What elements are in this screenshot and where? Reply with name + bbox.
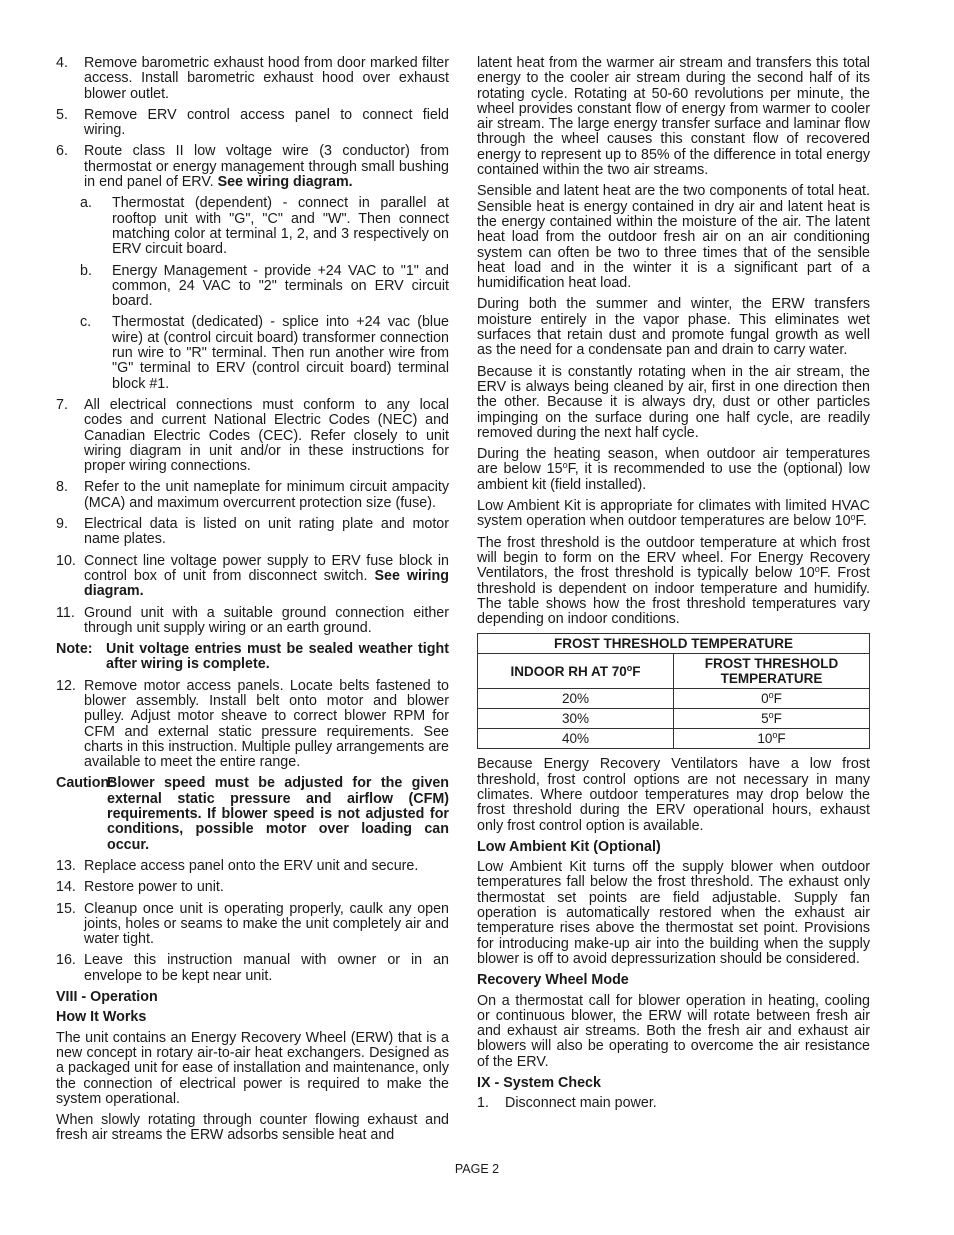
sub-list-item: b. Energy Management - provide +24 VAC to "1" and common, 24 VAC to "2" terminals on ERV circuit board.: [80, 262, 449, 310]
list-item: 9. Electrical data is listed on unit rating plate and motor name plates.: [56, 516, 449, 548]
list-item: 11. Ground unit with a suitable ground connection either through unit supply wiring or an earth ground.: [56, 604, 449, 636]
paragraph: Sensible and latent heat are the two components of total heat. Sensible heat is energy contained in dry air and latent heat is the energy contained within the moisture of the air. The latent heat load from the outdoor fresh air on an air conditioning system can often be two to three times that of the sensible heat load and in the winter it is a significant part of a humidification heat load.: [477, 183, 870, 292]
paragraph: On a thermostat call for blower operation in heating, cooling or continuous blower, the ERW will rotate between fresh air and exhaust air streams. Both the fresh air and exhaust air blowers will also be operating to overcome the air resistance of the ERV.: [477, 992, 870, 1070]
frost-threshold-table: [477, 633, 870, 749]
table-row: 30% 5$^o$F: [478, 709, 870, 729]
sub-list-item: c. Thermostat (dedicated) - splice into +24 vac (blue wire) at (control circuit board) transformer connection run wire to "R" terminal. Then run another wire from "G" terminal to ERV (control circuit board) terminal block #1.: [80, 314, 449, 392]
list-item: 5. Remove ERV control access panel to connect field wiring.: [56, 106, 449, 139]
list-item: 16. Leave this instruction manual with owner or in an envelope to be kept near unit.: [56, 952, 449, 984]
table-header-frost-threshold: FROST THRESHOLD TEMPERATURE: [674, 654, 870, 689]
list-item: 6. Route class II low voltage wire (3 conductor) from thermostat or energy management through small bushing in end panel of ERV. See wiring diagram.: [56, 143, 449, 191]
caution-block: Caution: Blower speed must be adjusted for the given external static pressure and airflow (CFM) requirements. If blower speed is not adjusted for conditions, possible motor over loading can occur.: [56, 775, 449, 853]
paragraph: The unit contains an Energy Recovery Wheel (ERW) that is a new concept in rotary air-to-air heat exchangers. Designed as a packaged unit for ease of installation and maintenance, only the connection of electrical power is required to make the system operational.: [56, 1029, 449, 1107]
list-item: 8. Refer to the unit nameplate for minimum circuit ampacity (MCA) and maximum overcurrent protection size (fuse).: [56, 479, 449, 511]
table-title: FROST THRESHOLD TEMPERATURE: [478, 634, 870, 654]
list-item: 12. Remove motor access panels. Locate belts fastened to blower assembly. Install belt onto motor and blower pulley. Adjust motor sheave to correct blower RPM for CFM and external static pressure requirements. See charts in this instruction. Multiple pulley arrangements are available to meet the entire range.: [56, 677, 449, 771]
subheading-recovery-wheel-mode: Recovery Wheel Mode: [477, 972, 629, 989]
list-item: 7. All electrical connections must conform to any local codes and current National Electric Codes (NEC) and Canadian Electric Codes (CEC). Refer closely to unit wiring diagram in unit and/or in these instructions for proper wiring connections.: [56, 396, 449, 475]
paragraph: When slowly rotating through counter flowing exhaust and fresh air streams the ERW adsorbs sensible heat and: [56, 1112, 449, 1144]
list-item: 1. Disconnect main power.: [477, 1095, 657, 1112]
right-column: [477, 56, 870, 1118]
subheading-how-it-works: How It Works: [56, 1009, 147, 1026]
list-item: 10. Connect line voltage power supply to ERV fuse block in control box of unit from disconnect switch. See wiring diagram.: [56, 552, 449, 600]
subheading-low-ambient-kit: Low Ambient Kit (Optional): [477, 838, 661, 855]
page-number: PAGE 2: [454, 1162, 500, 1176]
paragraph: Low Ambient Kit is appropriate for climates with limited HVAC system operation when outdoor temperatures are below 10$^o$F.: [477, 498, 870, 530]
list-item: 13. Replace access panel onto the ERV unit and secure.: [56, 857, 419, 874]
paragraph: During the heating season, when outdoor air temperatures are below 15$^o$F, it is recommended to use the (optional) low ambient kit (field installed).: [477, 446, 870, 493]
table-row: 20% 0$^o$F: [478, 689, 870, 709]
paragraph: Because Energy Recovery Ventilators have a low frost threshold, frost control options are not necessary in many climates. Where outdoor temperatures may drop below the frost threshold during the ERV operational hours, exhaust only frost control option is available.: [477, 756, 870, 834]
paragraph: latent heat from the warmer air stream and transfers this total energy to the cooler air stream during the second half of its rotating cycle. Rotating at 50-60 revolutions per minute, the wheel provides constant flow of energy from warmer to cooler air stream. The large energy transfer surface and laminar flow through the wheel causes this constant flow of recovered energy to represent up to 85% of the difference in total energy contained within the two air streams.: [477, 55, 870, 179]
table-row: 40% 10$^o$F: [478, 729, 870, 749]
list-item: 15. Cleanup once unit is operating properly, caulk any open joints, holes or seams to make the unit completely air and water tight.: [56, 900, 449, 948]
sub-list-item: a. Thermostat (dependent) - connect in parallel at rooftop unit with "G", "C" and "W". Then connect matching color at terminal 1, 2, and 3 respectively on ERV circuit board.: [80, 195, 449, 258]
list-item: 4. Remove barometric exhaust hood from door marked filter access. Install barometric exhaust hood over exhaust blower outlet.: [56, 55, 449, 102]
paragraph: During both the summer and winter, the ERW transfers moisture entirely in the vapor phase. This eliminates wet surfaces that retain dust and promote fungal growth as well as the need for a condensate pan and drain to carry water.: [477, 296, 870, 359]
paragraph: Low Ambient Kit turns off the supply blower when outdoor temperatures fall below the frost threshold. The exhaust only thermostat set points are field adjustable. Supply fan operation is automatically restored when the exhaust air temperature rises above the thermostat set point. Provisions for introducing make-up air into the building when the supply blower is off to avoid depressurization should be considered.: [477, 859, 870, 967]
list-item: 14. Restore power to unit.: [56, 879, 224, 896]
section-heading-operation: VIII - Operation: [56, 989, 158, 1006]
left-column: [56, 56, 449, 1150]
note-block: Note: Unit voltage entries must be sealed weather tight after wiring is complete.: [56, 641, 449, 673]
paragraph: Because it is constantly rotating when in the air stream, the ERV is always being cleaned by air, first in one direction then the other. Because it is always dry, dust or other particles impinging on the surface during one half cycle, are readily removed during the next half cycle.: [477, 363, 870, 441]
table-header-indoor-rh: INDOOR RH AT 70$^o$F: [478, 654, 674, 689]
paragraph: The frost threshold is the outdoor temperature at which frost will begin to form on the ERV wheel. For Energy Recovery Ventilators, the frost threshold is typically below 10$^o$F. Frost threshold is dependent on indoor temperature and humidify. The table shows how the frost threshold temperatures vary depending on indoor conditions.: [477, 534, 870, 628]
section-heading-system-check: IX - System Check: [477, 1075, 601, 1092]
